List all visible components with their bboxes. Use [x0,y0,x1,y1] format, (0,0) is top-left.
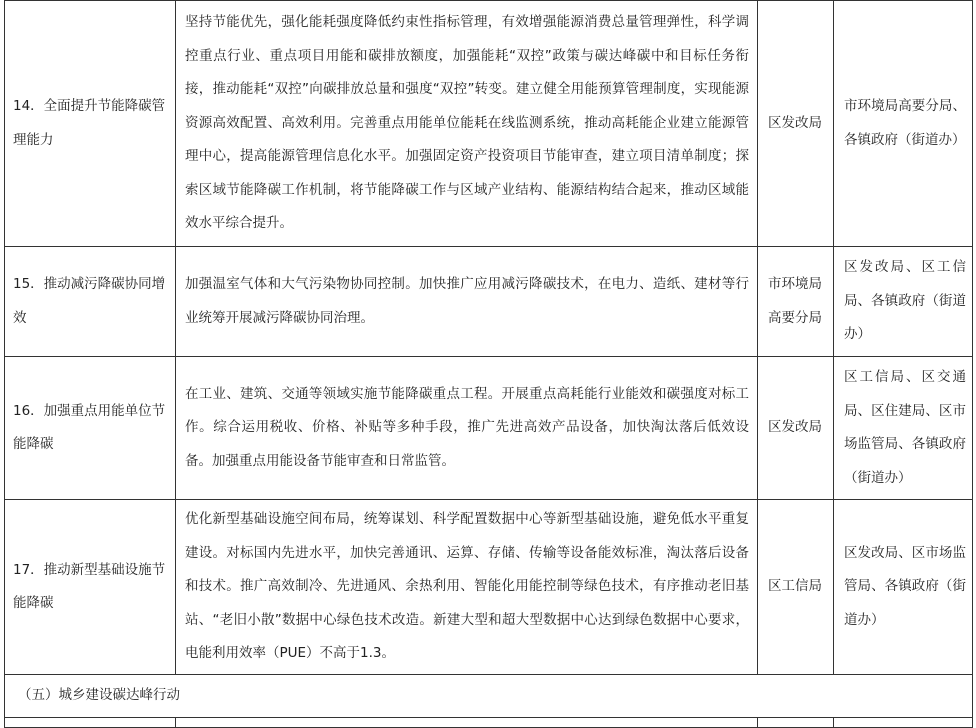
table-row [5,247,973,357]
task-name-cell: 15．推动减污降碳协同增效 [5,247,176,357]
task-content-cell: 优化新型基础设施空间布局，统筹谋划、科学配置数据中心等新型基础设施，避免低水平重复建设。对标国内先进水平，加快完善通讯、运算、存储、传输等设备能效标准，淘汰落后设备和技术。推广高效制冷、先进通风、余热利用、智能化用能控制等绿色技术，有序推动老旧基站、“老旧小散”数据中心绿色技术改造。新建大型和超大型数据中心达到绿色数据中心要求，电能利用效率（PUE）不高于1.3。 [176,500,758,675]
section-row [5,675,973,718]
table-row [5,1,973,247]
section-heading: （五）城乡建设碳达峰行动 [5,675,973,718]
task-content-cell: 在工业、建筑、交通等领域实施节能降碳重点工程。开展重点高耗能行业能效和碳强度对标工作。综合运用税收、价格、补贴等多种手段，推广先进高效产品设备，加快淘汰落后低效设备。加强重点用能设备节能审查和日常监管。 [176,357,758,500]
action-table [4,0,973,728]
table-row [5,718,973,728]
lead-unit-cell: 区工信局 [758,500,834,675]
empty-cell [176,718,758,728]
empty-cell [758,718,834,728]
empty-cell [834,718,973,728]
table-row [5,500,973,675]
partner-units-cell: 区工信局、区交通局、区住建局、区市场监管局、各镇政府（街道办） [834,357,973,500]
partner-units-cell: 市环境局高要分局、各镇政府（街道办） [834,1,973,247]
lead-unit-cell: 市环境局高要分局 [758,247,834,357]
partner-units-cell: 区发改局、区市场监管局、各镇政府（街道办） [834,500,973,675]
table-row [5,357,973,500]
task-name-cell: 14．全面提升节能降碳管理能力 [5,1,176,247]
partner-units-cell: 区发改局、区工信局、各镇政府（街道办） [834,247,973,357]
task-name-cell: 16．加强重点用能单位节能降碳 [5,357,176,500]
task-content-cell: 加强温室气体和大气污染物协同控制。加快推广应用减污降碳技术，在电力、造纸、建材等行业统筹开展减污降碳协同治理。 [176,247,758,357]
empty-cell [5,718,176,728]
task-name-cell: 17．推动新型基础设施节能降碳 [5,500,176,675]
lead-unit-cell: 区发改局 [758,1,834,247]
lead-unit-cell: 区发改局 [758,357,834,500]
task-content-cell: 坚持节能优先，强化能耗强度降低约束性指标管理，有效增强能源消费总量管理弹性，科学调控重点行业、重点项目用能和碳排放额度，加强能耗“双控”政策与碳达峰碳中和目标任务衔接，推动能耗“双控”向碳排放总量和强度“双控”转变。建立健全用能预算管理制度，实现能源资源高效配置、高效利用。完善重点用能单位能耗在线监测系统，推动高耗能企业建立能源管理中心，提高能源管理信息化水平。加强固定资产投资项目节能审查，建立项目清单制度；探索区域节能降碳工作机制，将节能降碳工作与区域产业结构、能源结构结合起来，推动区域能效水平综合提升。 [176,1,758,247]
